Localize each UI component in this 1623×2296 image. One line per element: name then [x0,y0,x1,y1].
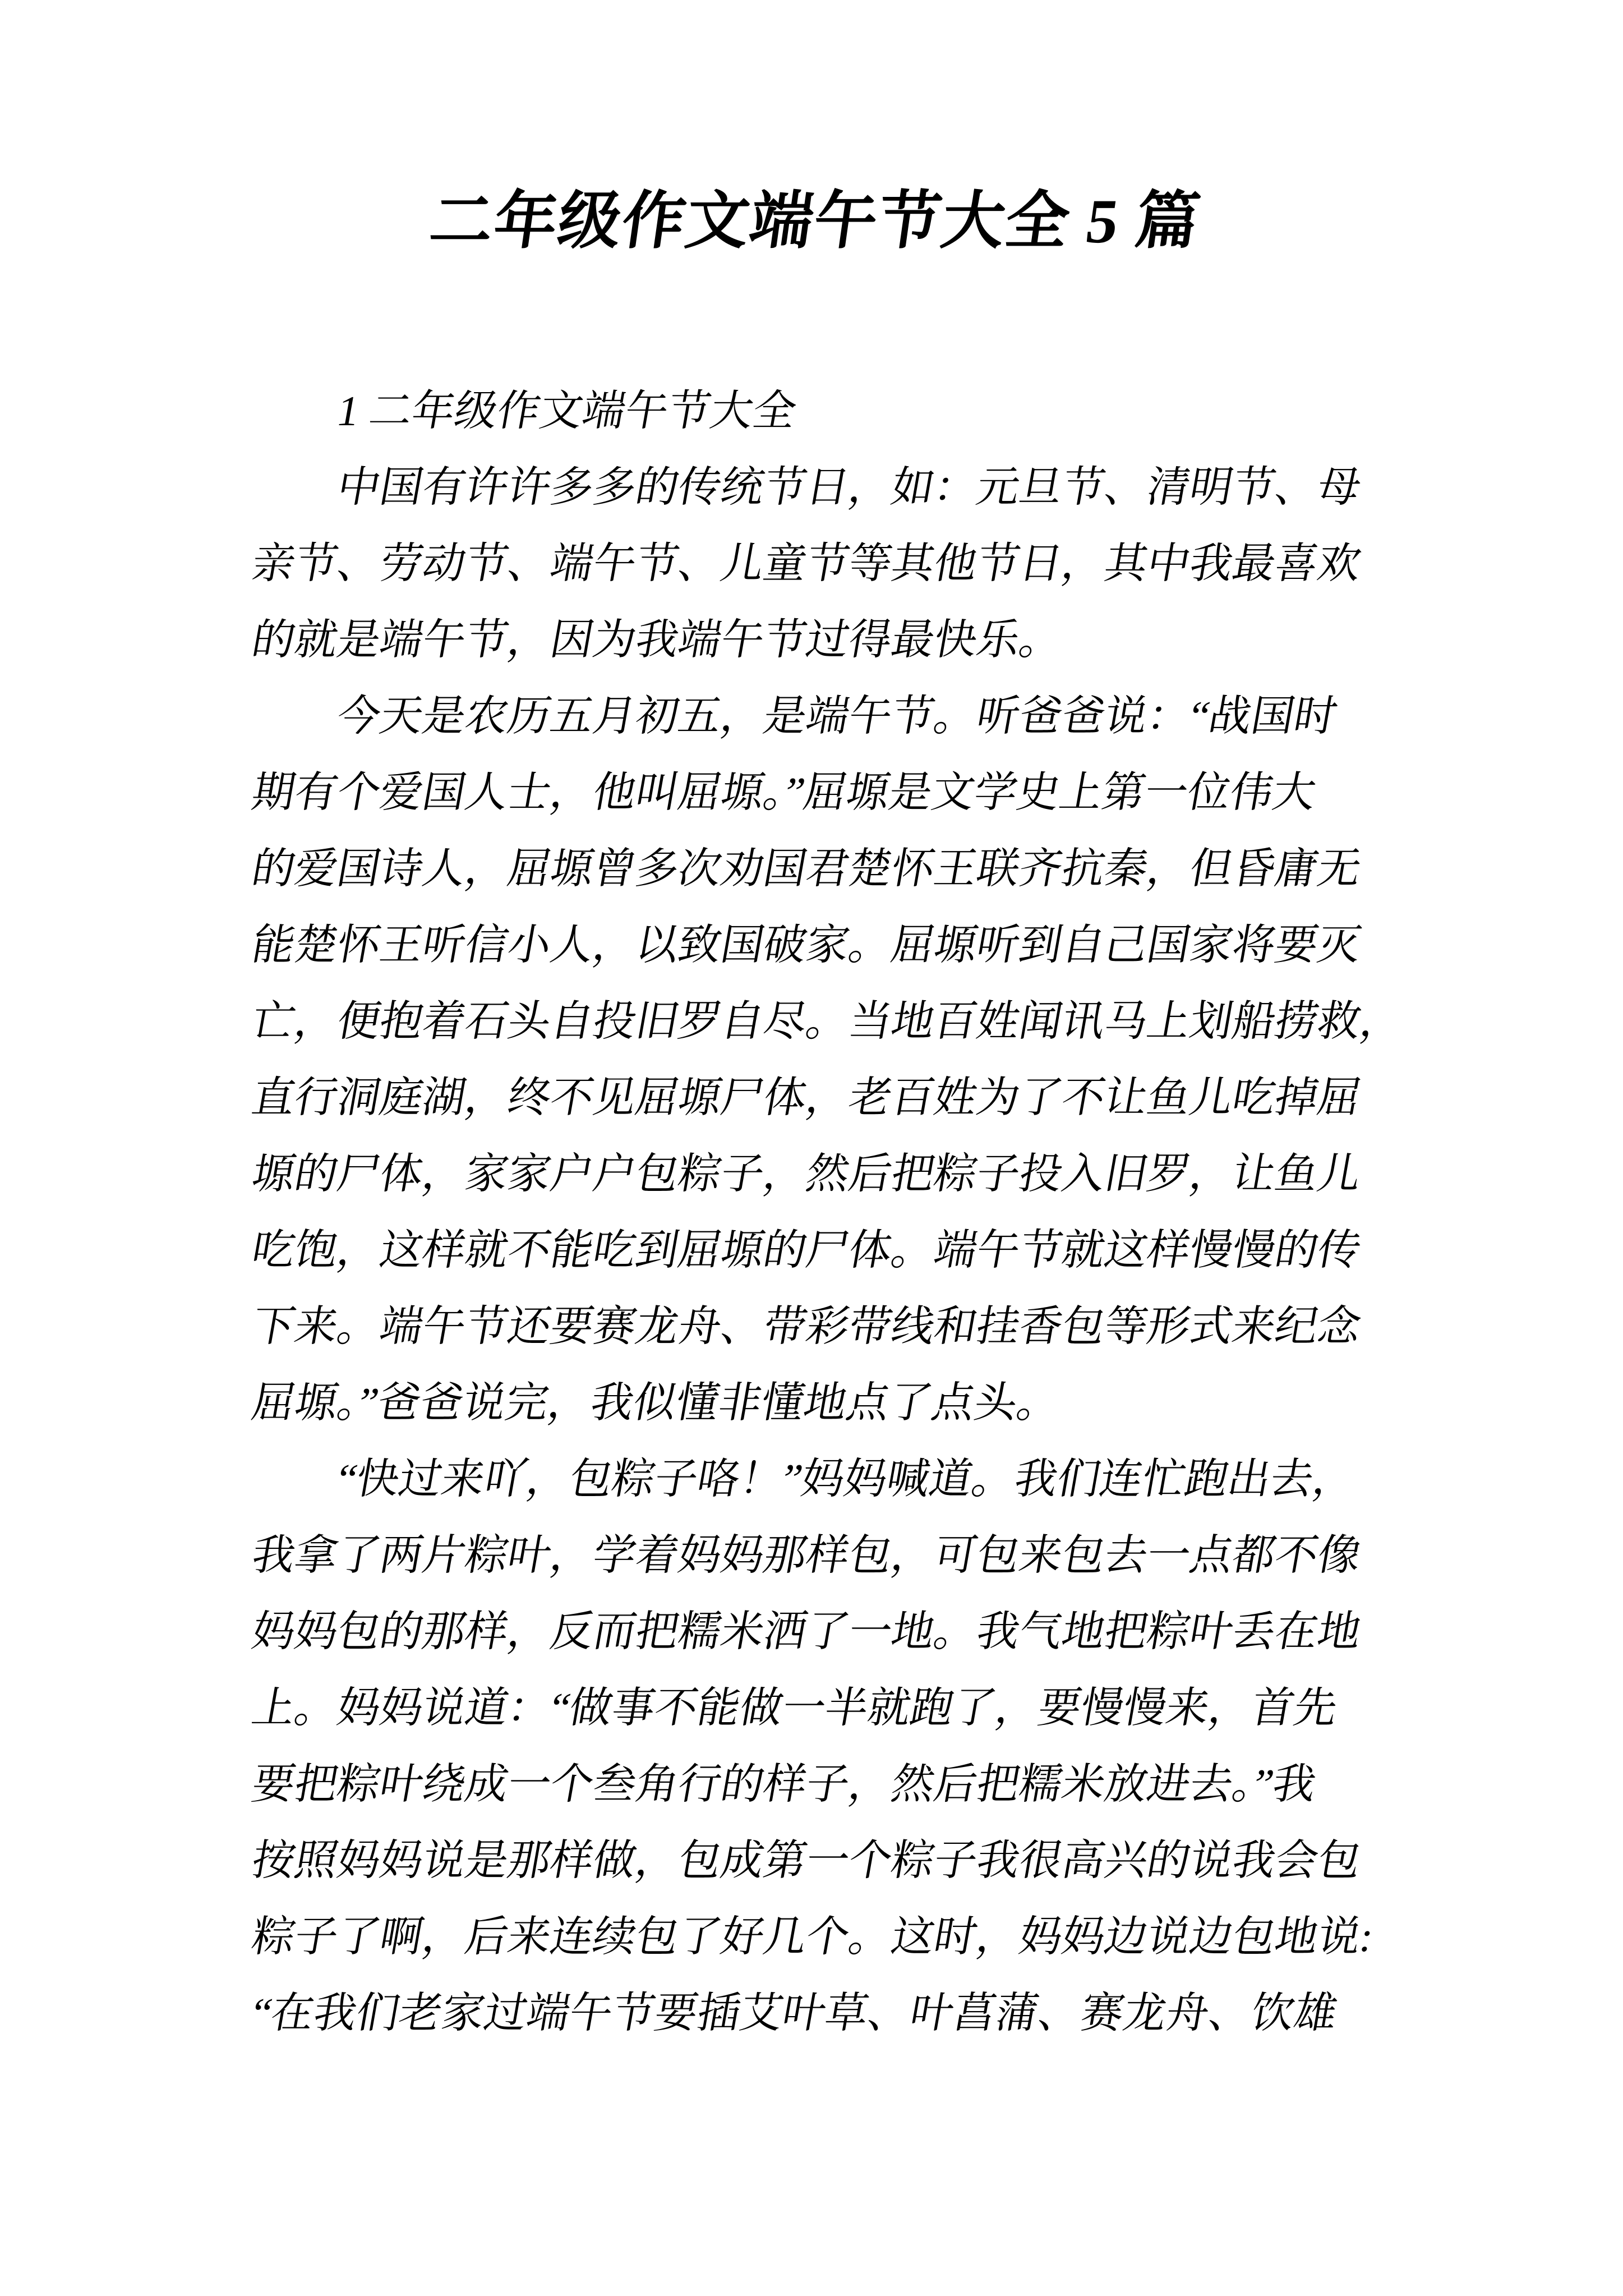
text-line: 吃饱，这样就不能吃到屈塬的尸体。端午节就这样慢慢的传 [248,1227,1365,1274]
text-line: 下来。端午节还要赛龙舟、带彩带线和挂香包等形式来纪念 [248,1303,1365,1350]
text-line: 我拿了两片粽叶，学着妈妈那样包，可包来包去一点都不像 [248,1532,1365,1579]
text-line: 的就是端午节，因为我端午节过得最快乐。 [248,616,1067,664]
text-line: 要把粽叶绕成一个叁角行的样子，然后把糯米放进去。”我 [248,1761,1320,1808]
text-line: “快过来吖，包粽子咯！”妈妈喊道。我们连忙跑出去， [333,1456,1361,1503]
text-line: 直行洞庭湖，终不见屈塬尸体，老百姓为了不让鱼儿吃掉屈 [248,1074,1365,1121]
text-line: 今天是农历五月初五，是端午节。听爸爸说：“战国时 [333,693,1341,740]
page-title: 二年级作文端午节大全 5 篇 [426,187,1205,256]
text-line: 粽子了啊，后来连续包了好几个。这时，妈妈边说边包地说: [248,1913,1377,1961]
text-line: 屈塬。”爸爸说完，我似懂非懂地点了点头。 [248,1379,1064,1427]
text-line: 1 二年级作文端午节大全 [333,388,800,435]
text-line: 上。妈妈说道：“做事不能做一半就跑了，要慢慢来，首先 [248,1685,1341,1732]
text-line: 能楚怀王听信小人，以致国破家。屈塬听到自己国家将要灭 [248,922,1365,969]
text-line: “在我们老家过端午节要插艾叶草、叶菖蒲、赛龙舟、饮雄 [248,1990,1341,2037]
text-line: 中国有许许多多的传统节日，如：元旦节、清明节、母 [333,464,1365,511]
text-line: 妈妈包的那样，反而把糯米洒了一地。我气地把粽叶丢在地 [248,1608,1365,1655]
text-line: 亲节、劳动节、端午节、儿童节等其他节日，其中我最喜欢 [248,540,1365,587]
text-line: 亡，便抱着石头自投旧罗自尽。当地百姓闻讯马上划船捞救， [248,998,1408,1045]
text-line: 期有个爱国人士，他叫屈塬。”屈塬是文学史上第一位伟大 [248,769,1320,816]
text-line: 塬的尸体，家家户户包粽子，然后把粽子投入旧罗，让鱼儿 [248,1151,1365,1198]
document-body [0,373,1623,2051]
text-line: 的爱国诗人，屈塬曾多次劝国君楚怀王联齐抗秦，但昏庸无 [248,845,1365,892]
text-line: 按照妈妈说是那样做，包成第一个粽子我很高兴的说我会包 [248,1837,1365,1884]
